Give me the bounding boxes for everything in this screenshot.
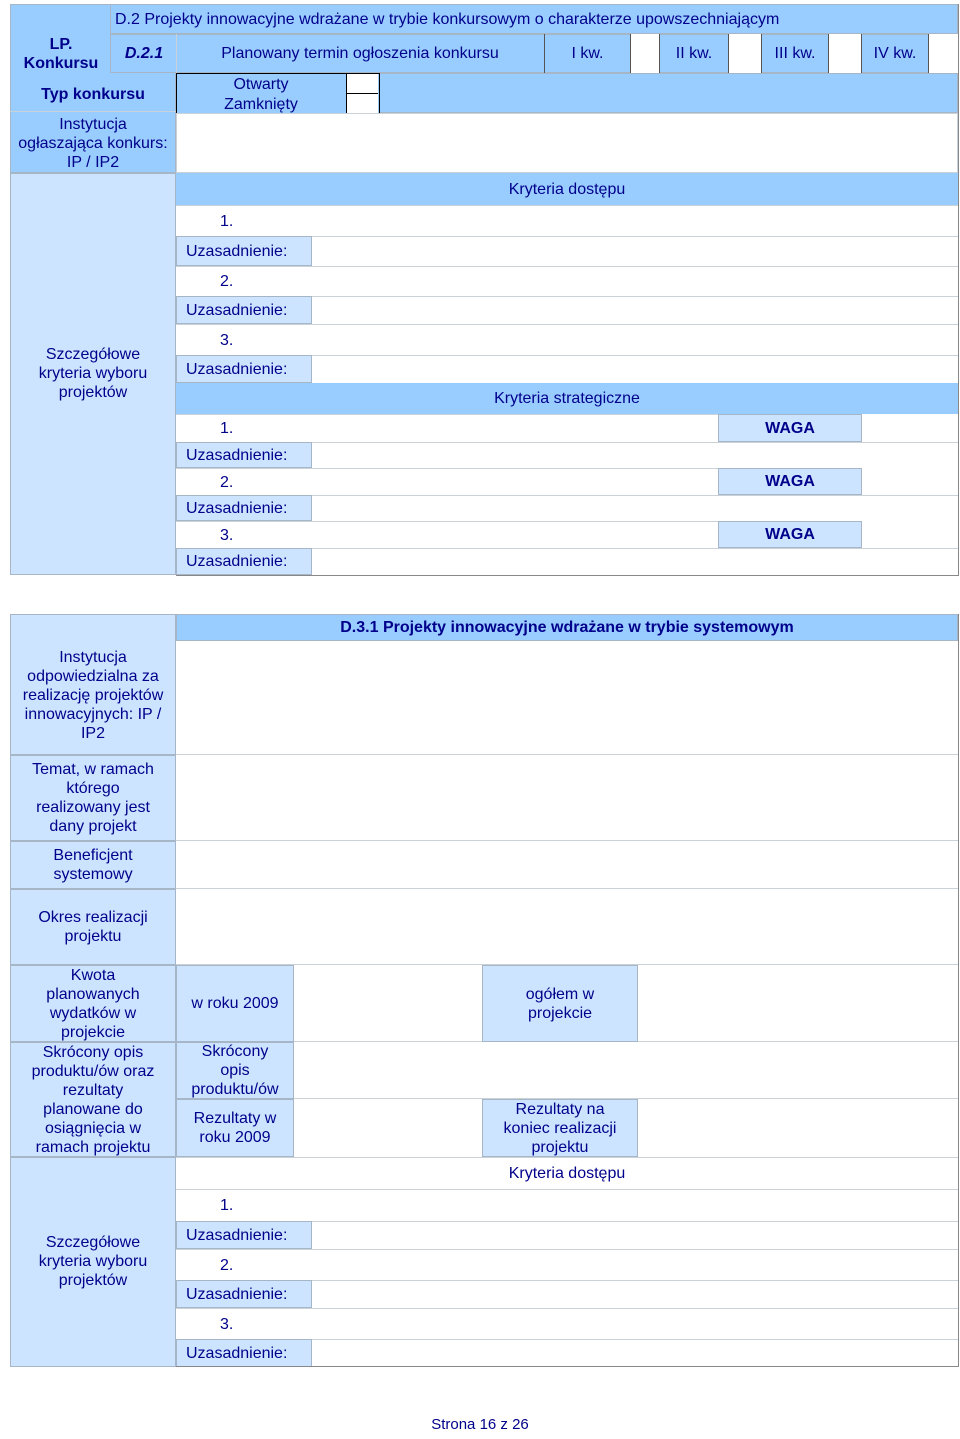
- access-item-3: 3.: [176, 324, 958, 355]
- quarter-3-label: III kw.: [774, 45, 816, 62]
- strategic-header: Kryteria strategiczne: [494, 390, 640, 407]
- summary-label: Skrócony opis produktu/ów oraz rezultaty planowane do osiągnięcia w ramach projektu: [10, 1042, 176, 1157]
- strategic-just-1: Uzasadnienie:: [176, 442, 312, 468]
- type-closed-checkbox[interactable]: [346, 94, 378, 114]
- divider: [10, 111, 176, 112]
- divider: [176, 575, 958, 576]
- access2-item-2: 2.: [176, 1249, 958, 1280]
- period-value[interactable]: [176, 889, 958, 965]
- product-value[interactable]: [294, 1042, 958, 1099]
- access-item-1: 1.: [176, 205, 958, 236]
- quarter-2-label: II kw.: [675, 45, 713, 62]
- total-label: ogółem w projekcie: [482, 965, 638, 1042]
- access2-item-3: 3.: [176, 1308, 958, 1339]
- amount-label: Kwota planowanych wydatków w projekcie: [10, 965, 176, 1042]
- access2-header: Kryteria dostępu: [176, 1157, 958, 1189]
- divider: [312, 1280, 958, 1281]
- access2-just-3: Uzasadnienie:: [176, 1339, 312, 1367]
- institution2-label: Instytucja odpowiedzialna za realizację projektów innowacyjnych: IP / IP2: [10, 614, 176, 755]
- total-value[interactable]: [638, 965, 958, 1042]
- criteria-label: Szczegółowe kryteria wyboru projektów: [38, 345, 148, 401]
- divider: [958, 614, 959, 1367]
- quarter-1-label: I kw.: [544, 34, 630, 73]
- section2-title: D.3.1 Projekty innowacyjne wdrażane w trybie systemowym: [340, 619, 794, 636]
- divider: [312, 495, 958, 496]
- topic-label: Temat, w ramach którego realizowany jest dany projekt: [10, 755, 176, 841]
- results-end-label: Rezultaty na koniec realizacji projektu: [482, 1099, 638, 1157]
- strategic-weight-3: WAGA: [718, 521, 862, 548]
- results-year-label: Rezultaty w roku 2009: [176, 1099, 294, 1157]
- divider: [312, 1339, 958, 1340]
- divider: [312, 236, 958, 237]
- in-year-label: w roku 2009: [176, 965, 294, 1042]
- quarter-4-label: IV kw.: [873, 45, 917, 62]
- strategic-just-3: Uzasadnienie:: [176, 548, 312, 575]
- institution2-value[interactable]: [176, 641, 958, 755]
- strategic-weight-2: WAGA: [718, 468, 862, 495]
- strategic-item-1: 1.: [176, 414, 718, 442]
- typ-konkursu-label: Typ konkursu: [41, 85, 145, 103]
- quarter-3-checkbox[interactable]: [828, 34, 862, 73]
- access2-just-2: Uzasadnienie:: [176, 1280, 312, 1308]
- section1-code: D.2.1: [124, 45, 164, 62]
- beneficiary-label: Beneficjent systemowy: [10, 841, 176, 889]
- in-year-value[interactable]: [294, 965, 482, 1042]
- type-closed-label: Zamknięty: [224, 95, 298, 113]
- institution-value[interactable]: [176, 113, 958, 173]
- page-number: Strona 16 z 26: [431, 1415, 529, 1433]
- access-header: Kryteria dostępu: [508, 180, 626, 198]
- divider: [312, 296, 958, 297]
- access-just-2: Uzasadnienie:: [176, 296, 312, 324]
- topic-value[interactable]: [176, 755, 958, 841]
- lp-konkursu-label: LP. Konkursu: [23, 36, 99, 72]
- results-year-value[interactable]: [294, 1099, 482, 1157]
- quarter-1-checkbox[interactable]: [630, 34, 660, 73]
- strategic-item-3: 3.: [176, 521, 718, 548]
- results-end-value[interactable]: [638, 1099, 958, 1157]
- strategic-weight-1: WAGA: [718, 414, 862, 442]
- quarter-4-checkbox[interactable]: [928, 34, 958, 73]
- product-label: Skrócony opis produktu/ów: [176, 1042, 294, 1099]
- beneficiary-value[interactable]: [176, 841, 958, 889]
- access2-just-1: Uzasadnienie:: [176, 1221, 312, 1249]
- period-label: Okres realizacji projektu: [10, 889, 176, 965]
- institution-label: Instytucja ogłaszająca konkurs: IP / IP2: [18, 115, 168, 171]
- divider: [312, 442, 958, 443]
- access-just-3: Uzasadnienie:: [176, 355, 312, 383]
- divider: [958, 4, 959, 576]
- term-label: Planowany termin ogłoszenia konkursu: [221, 45, 499, 62]
- access2-item-1: 1.: [176, 1189, 958, 1221]
- criteria2-label: Szczegółowe kryteria wyboru projektów: [38, 1233, 148, 1289]
- type-open-checkbox[interactable]: [346, 74, 378, 94]
- divider: [312, 355, 958, 356]
- quarter-2-checkbox[interactable]: [728, 34, 762, 73]
- section1-title: D.2 Projekty innowacyjne wdrażane w trybie konkursowym o charakterze upowszechniającym: [115, 10, 780, 28]
- strategic-just-2: Uzasadnienie:: [176, 495, 312, 521]
- strategic-item-2: 2.: [176, 468, 718, 495]
- type-open-label: Otwarty: [233, 75, 289, 93]
- access-just-1: Uzasadnienie:: [176, 236, 312, 266]
- divider: [312, 548, 958, 549]
- divider: [176, 1366, 958, 1367]
- access-item-2: 2.: [176, 266, 958, 296]
- divider: [312, 1221, 958, 1222]
